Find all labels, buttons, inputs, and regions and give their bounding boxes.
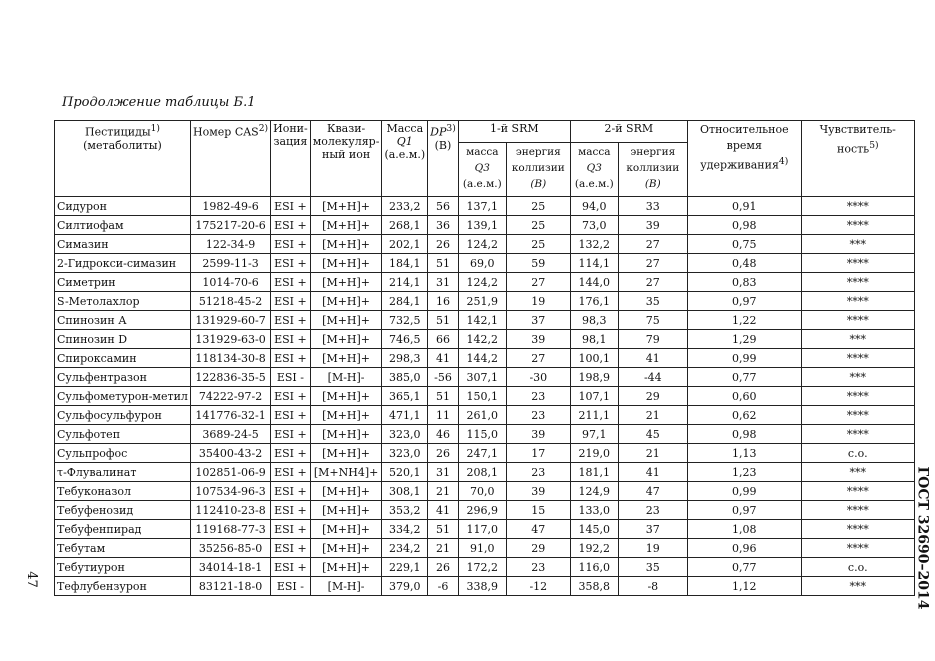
table-cell: 308,1 bbox=[382, 482, 428, 501]
table-cell: **** bbox=[801, 387, 914, 406]
table-row bbox=[55, 292, 915, 311]
table-cell: 0,97 bbox=[687, 292, 801, 311]
table-cell: [M+H]+ bbox=[310, 406, 382, 425]
table-cell: ESI + bbox=[271, 273, 311, 292]
table-cell: [M+H]+ bbox=[310, 501, 382, 520]
table-cell: **** bbox=[801, 254, 914, 273]
table-cell: [M+H]+ bbox=[310, 235, 382, 254]
table-cell: *** bbox=[801, 368, 914, 387]
table-cell: *** bbox=[801, 577, 914, 596]
table-cell: **** bbox=[801, 539, 914, 558]
table-cell: ESI + bbox=[271, 558, 311, 577]
table-cell: 334,2 bbox=[382, 520, 428, 539]
table-cell: **** bbox=[801, 292, 914, 311]
table-cell: [M+H]+ bbox=[310, 558, 382, 577]
table-row bbox=[55, 254, 915, 273]
table-cell: 122-34-9 bbox=[191, 235, 271, 254]
table-cell: ESI + bbox=[271, 254, 311, 273]
table-cell: 145,0 bbox=[570, 520, 618, 539]
table-cell: Тефлубензурон bbox=[55, 577, 191, 596]
table-cell: 385,0 bbox=[382, 368, 428, 387]
table-cell: 0,97 bbox=[687, 501, 801, 520]
table-cell: [M+H]+ bbox=[310, 197, 382, 216]
table-cell: 21 bbox=[618, 444, 687, 463]
table-row bbox=[55, 216, 915, 235]
table-cell: -8 bbox=[618, 577, 687, 596]
gost-standard-label: ГОСТ 32690–2014 bbox=[914, 466, 931, 610]
table-cell: 33 bbox=[618, 197, 687, 216]
table-cell: [M-H]- bbox=[310, 577, 382, 596]
table-cell: 214,1 bbox=[382, 273, 428, 292]
table-cell: 23 bbox=[506, 406, 570, 425]
table-row bbox=[55, 444, 915, 463]
table-cell: 83121-18-0 bbox=[191, 577, 271, 596]
table-cell: 74222-97-2 bbox=[191, 387, 271, 406]
table-cell: Тебуконазол bbox=[55, 482, 191, 501]
table-cell: ESI + bbox=[271, 501, 311, 520]
table-row bbox=[55, 501, 915, 520]
table-cell: 0,62 bbox=[687, 406, 801, 425]
table-cell: 1,08 bbox=[687, 520, 801, 539]
table-cell: 1014-70-6 bbox=[191, 273, 271, 292]
header-srm1-energy: энергия коллизии (В) bbox=[506, 143, 570, 197]
table-cell: 91,0 bbox=[458, 539, 506, 558]
table-cell: 36 bbox=[428, 216, 459, 235]
table-cell: *** bbox=[801, 330, 914, 349]
table-cell: 39 bbox=[506, 425, 570, 444]
table-cell: 25 bbox=[506, 216, 570, 235]
table-caption: Продолжение таблицы Б.1 bbox=[62, 95, 256, 110]
header-relative-retention: Относительное время удерживания$^{4)}$ bbox=[687, 121, 801, 197]
table-cell: 98,3 bbox=[570, 311, 618, 330]
table-cell: 139,1 bbox=[458, 216, 506, 235]
table-cell: *** bbox=[801, 463, 914, 482]
page-number: 47 bbox=[23, 571, 39, 588]
table-cell: Сидурон bbox=[55, 197, 191, 216]
table-cell: 26 bbox=[428, 235, 459, 254]
table-cell: [M+H]+ bbox=[310, 216, 382, 235]
table-cell: 19 bbox=[618, 539, 687, 558]
header-srm2-energy: энергия коллизии (В) bbox=[618, 143, 687, 197]
table-cell: **** bbox=[801, 311, 914, 330]
table-cell: **** bbox=[801, 406, 914, 425]
table-cell: 46 bbox=[428, 425, 459, 444]
table-row bbox=[55, 577, 915, 596]
table-cell: ESI + bbox=[271, 292, 311, 311]
table-cell: 16 bbox=[428, 292, 459, 311]
table-cell: 208,1 bbox=[458, 463, 506, 482]
table-cell: 1,13 bbox=[687, 444, 801, 463]
table-cell: Сульфотеп bbox=[55, 425, 191, 444]
table-cell: 0,98 bbox=[687, 425, 801, 444]
table-cell: с.о. bbox=[801, 444, 914, 463]
table-cell: 202,1 bbox=[382, 235, 428, 254]
table-cell: ESI + bbox=[271, 482, 311, 501]
table-cell: 0,99 bbox=[687, 349, 801, 368]
table-cell: 41 bbox=[428, 349, 459, 368]
table-cell: 746,5 bbox=[382, 330, 428, 349]
table-cell: 39 bbox=[618, 216, 687, 235]
table-cell: 41 bbox=[618, 349, 687, 368]
table-cell: с.о. bbox=[801, 558, 914, 577]
table-cell: 23 bbox=[506, 463, 570, 482]
table-cell: 233,2 bbox=[382, 197, 428, 216]
table-row bbox=[55, 330, 915, 349]
table-cell: ESI + bbox=[271, 349, 311, 368]
table-cell: ESI + bbox=[271, 235, 311, 254]
table-cell: Тебутиурон bbox=[55, 558, 191, 577]
table-row bbox=[55, 425, 915, 444]
table-cell: 73,0 bbox=[570, 216, 618, 235]
table-cell: 23 bbox=[506, 558, 570, 577]
table-cell: 268,1 bbox=[382, 216, 428, 235]
table-row bbox=[55, 273, 915, 292]
table-cell: 1,29 bbox=[687, 330, 801, 349]
table-cell: 115,0 bbox=[458, 425, 506, 444]
table-cell: 114,1 bbox=[570, 254, 618, 273]
table-cell: **** bbox=[801, 216, 914, 235]
table-cell: 296,9 bbox=[458, 501, 506, 520]
table-cell: 23 bbox=[618, 501, 687, 520]
table-cell: 2-Гидрокси-симазин bbox=[55, 254, 191, 273]
table-cell: 79 bbox=[618, 330, 687, 349]
table-cell: **** bbox=[801, 197, 914, 216]
table-cell: [M+H]+ bbox=[310, 425, 382, 444]
table-cell: 29 bbox=[506, 539, 570, 558]
table-cell: 47 bbox=[506, 520, 570, 539]
table-cell: 298,3 bbox=[382, 349, 428, 368]
table-cell: 15 bbox=[506, 501, 570, 520]
table-cell: 41 bbox=[428, 501, 459, 520]
table-cell: Тебуфенозид bbox=[55, 501, 191, 520]
table-cell: 23 bbox=[506, 387, 570, 406]
header-cas: Номер CAS$^{2)}$ bbox=[191, 121, 271, 197]
table-cell: 31 bbox=[428, 273, 459, 292]
table-cell: ESI - bbox=[271, 577, 311, 596]
table-cell: 251,9 bbox=[458, 292, 506, 311]
header-ionization: Иони- зация bbox=[271, 121, 311, 197]
table-cell: 100,1 bbox=[570, 349, 618, 368]
table-cell: Силтиофам bbox=[55, 216, 191, 235]
header-sensitivity: Чувствитель- ность$^{5)}$ bbox=[801, 121, 914, 197]
table-cell: 0,75 bbox=[687, 235, 801, 254]
table-cell: 0,77 bbox=[687, 368, 801, 387]
table-cell: ESI + bbox=[271, 387, 311, 406]
table-cell: 142,1 bbox=[458, 311, 506, 330]
table-cell: ESI + bbox=[271, 425, 311, 444]
table-cell: 21 bbox=[428, 482, 459, 501]
table-cell: 261,0 bbox=[458, 406, 506, 425]
table-cell: 1,12 bbox=[687, 577, 801, 596]
table-cell: 3689-24-5 bbox=[191, 425, 271, 444]
table-cell: 307,1 bbox=[458, 368, 506, 387]
table-cell: 51218-45-2 bbox=[191, 292, 271, 311]
table-cell: 47 bbox=[618, 482, 687, 501]
table-cell: 0,60 bbox=[687, 387, 801, 406]
table-row bbox=[55, 558, 915, 577]
table-cell: 520,1 bbox=[382, 463, 428, 482]
table-cell: 247,1 bbox=[458, 444, 506, 463]
header-srm1-mass: масса Q3 (а.е.м.) bbox=[458, 143, 506, 197]
table-cell: -6 bbox=[428, 577, 459, 596]
header-srm2: 2-й SRM bbox=[570, 121, 687, 143]
table-row bbox=[55, 406, 915, 425]
table-cell: 732,5 bbox=[382, 311, 428, 330]
table-cell: Спироксамин bbox=[55, 349, 191, 368]
table-cell: S-Метолахлор bbox=[55, 292, 191, 311]
table-cell: 137,1 bbox=[458, 197, 506, 216]
table-cell: 284,1 bbox=[382, 292, 428, 311]
table-cell: 0,98 bbox=[687, 216, 801, 235]
table-cell: 26 bbox=[428, 444, 459, 463]
table-cell: 37 bbox=[618, 520, 687, 539]
table-cell: [M+H]+ bbox=[310, 273, 382, 292]
table-cell: *** bbox=[801, 235, 914, 254]
table-cell: 172,2 bbox=[458, 558, 506, 577]
table-cell: -30 bbox=[506, 368, 570, 387]
table-cell: 70,0 bbox=[458, 482, 506, 501]
table-cell: ESI - bbox=[271, 368, 311, 387]
table-cell: 116,0 bbox=[570, 558, 618, 577]
table-cell: 51 bbox=[428, 254, 459, 273]
table-cell: ESI + bbox=[271, 406, 311, 425]
table-cell: ESI + bbox=[271, 539, 311, 558]
table-cell: 124,2 bbox=[458, 273, 506, 292]
table-cell: **** bbox=[801, 349, 914, 368]
table-cell: 142,2 bbox=[458, 330, 506, 349]
table-cell: 338,9 bbox=[458, 577, 506, 596]
table-cell: 34014-18-1 bbox=[191, 558, 271, 577]
table-cell: Симазин bbox=[55, 235, 191, 254]
table-cell: Сульпрофос bbox=[55, 444, 191, 463]
table-cell: 471,1 bbox=[382, 406, 428, 425]
table-cell: 107,1 bbox=[570, 387, 618, 406]
table-cell: [M+H]+ bbox=[310, 330, 382, 349]
header-dp: DP$^{3)}$ (В) bbox=[428, 121, 459, 197]
table-cell: [M+H]+ bbox=[310, 444, 382, 463]
table-cell: 26 bbox=[428, 558, 459, 577]
table-cell: 124,2 bbox=[458, 235, 506, 254]
table-row bbox=[55, 387, 915, 406]
table-cell: [M-H]- bbox=[310, 368, 382, 387]
header-quasi-ion: Квази- молекуляр- ный ион bbox=[310, 121, 382, 197]
table-cell: 51 bbox=[428, 311, 459, 330]
table-cell: **** bbox=[801, 273, 914, 292]
table-cell: 31 bbox=[428, 463, 459, 482]
table-cell: 365,1 bbox=[382, 387, 428, 406]
table-cell: Сульфентразон bbox=[55, 368, 191, 387]
table-cell: 11 bbox=[428, 406, 459, 425]
table-cell: 98,1 bbox=[570, 330, 618, 349]
header-srm1: 1-й SRM bbox=[458, 121, 570, 143]
table-cell: 27 bbox=[506, 273, 570, 292]
table-cell: Тебуфенпирад bbox=[55, 520, 191, 539]
table-cell: **** bbox=[801, 501, 914, 520]
table-cell: 35 bbox=[618, 292, 687, 311]
table-row bbox=[55, 463, 915, 482]
table-cell: 175217-20-6 bbox=[191, 216, 271, 235]
table-cell: 45 bbox=[618, 425, 687, 444]
header-srm2-mass: масса Q3 (а.е.м.) bbox=[570, 143, 618, 197]
table-cell: 56 bbox=[428, 197, 459, 216]
table-cell: 27 bbox=[618, 273, 687, 292]
table-cell: Спинозин D bbox=[55, 330, 191, 349]
table-cell: 122836-35-5 bbox=[191, 368, 271, 387]
table-cell: -12 bbox=[506, 577, 570, 596]
table-cell: ESI + bbox=[271, 197, 311, 216]
table-row bbox=[55, 520, 915, 539]
table-cell: 141776-32-1 bbox=[191, 406, 271, 425]
table-cell: 124,9 bbox=[570, 482, 618, 501]
table-cell: 37 bbox=[506, 311, 570, 330]
table-cell: Симетрин bbox=[55, 273, 191, 292]
table-row bbox=[55, 368, 915, 387]
table-cell: 21 bbox=[618, 406, 687, 425]
table-cell: 119168-77-3 bbox=[191, 520, 271, 539]
table-cell: 35400-43-2 bbox=[191, 444, 271, 463]
table-cell: 112410-23-8 bbox=[191, 501, 271, 520]
table-cell: [M+H]+ bbox=[310, 349, 382, 368]
table-cell: 0,48 bbox=[687, 254, 801, 273]
table-cell: [M+H]+ bbox=[310, 311, 382, 330]
table-cell: 234,2 bbox=[382, 539, 428, 558]
table-cell: 1,22 bbox=[687, 311, 801, 330]
header-mass-q1: Масса Q1 (а.е.м.) bbox=[382, 121, 428, 197]
table-cell: 0,77 bbox=[687, 558, 801, 577]
table-cell: 51 bbox=[428, 387, 459, 406]
table-cell: 51 bbox=[428, 520, 459, 539]
table-cell: 1,23 bbox=[687, 463, 801, 482]
table-cell: 97,1 bbox=[570, 425, 618, 444]
table-cell: 150,1 bbox=[458, 387, 506, 406]
table-cell: 27 bbox=[618, 235, 687, 254]
table-cell: ESI + bbox=[271, 330, 311, 349]
table-cell: **** bbox=[801, 520, 914, 539]
table-cell: 184,1 bbox=[382, 254, 428, 273]
pesticide-table bbox=[54, 120, 915, 596]
table-cell: 41 bbox=[618, 463, 687, 482]
table-cell: 358,8 bbox=[570, 577, 618, 596]
table-cell: 353,2 bbox=[382, 501, 428, 520]
table-cell: 75 bbox=[618, 311, 687, 330]
table-cell: 133,0 bbox=[570, 501, 618, 520]
table-row bbox=[55, 482, 915, 501]
table-cell: 0,83 bbox=[687, 273, 801, 292]
table-cell: [M+H]+ bbox=[310, 254, 382, 273]
table-cell: 117,0 bbox=[458, 520, 506, 539]
table-body bbox=[55, 197, 915, 596]
table-cell: 19 bbox=[506, 292, 570, 311]
table-cell: ESI + bbox=[271, 216, 311, 235]
table-cell: 131929-60-7 bbox=[191, 311, 271, 330]
table-row bbox=[55, 197, 915, 216]
table-cell: ESI + bbox=[271, 444, 311, 463]
table-cell: [M+H]+ bbox=[310, 387, 382, 406]
table-row bbox=[55, 539, 915, 558]
table-cell: Тебутам bbox=[55, 539, 191, 558]
table-cell: [M+H]+ bbox=[310, 292, 382, 311]
table-cell: Сульфосульфурон bbox=[55, 406, 191, 425]
table-cell: ESI + bbox=[271, 463, 311, 482]
table-cell: 198,9 bbox=[570, 368, 618, 387]
table-cell: Сульфометурон-метил bbox=[55, 387, 191, 406]
table-cell: 132,2 bbox=[570, 235, 618, 254]
table-cell: ESI + bbox=[271, 311, 311, 330]
table-cell: 0,96 bbox=[687, 539, 801, 558]
table-cell: -44 bbox=[618, 368, 687, 387]
table-cell: 66 bbox=[428, 330, 459, 349]
table-cell: [M+H]+ bbox=[310, 520, 382, 539]
table-cell: 35 bbox=[618, 558, 687, 577]
table-cell: 21 bbox=[428, 539, 459, 558]
table-cell: 118134-30-8 bbox=[191, 349, 271, 368]
table-cell: 323,0 bbox=[382, 425, 428, 444]
table-cell: 27 bbox=[506, 349, 570, 368]
table-cell: 192,2 bbox=[570, 539, 618, 558]
table-cell: 176,1 bbox=[570, 292, 618, 311]
table-cell: **** bbox=[801, 425, 914, 444]
table-cell: 35256-85-0 bbox=[191, 539, 271, 558]
table-cell: Спинозин А bbox=[55, 311, 191, 330]
table-cell: 39 bbox=[506, 330, 570, 349]
table-cell: 219,0 bbox=[570, 444, 618, 463]
table-cell: 323,0 bbox=[382, 444, 428, 463]
table-cell: 1982-49-6 bbox=[191, 197, 271, 216]
table-cell: 17 bbox=[506, 444, 570, 463]
table-cell: ESI + bbox=[271, 520, 311, 539]
table-cell: 69,0 bbox=[458, 254, 506, 273]
table-cell: 229,1 bbox=[382, 558, 428, 577]
table-cell: 59 bbox=[506, 254, 570, 273]
table-cell: 131929-63-0 bbox=[191, 330, 271, 349]
table-cell: τ-Флувалинат bbox=[55, 463, 191, 482]
table-cell: 39 bbox=[506, 482, 570, 501]
table-cell: -56 bbox=[428, 368, 459, 387]
table-cell: 27 bbox=[618, 254, 687, 273]
table-cell: 211,1 bbox=[570, 406, 618, 425]
table-cell: 2599-11-3 bbox=[191, 254, 271, 273]
table-cell: 94,0 bbox=[570, 197, 618, 216]
table-row bbox=[55, 235, 915, 254]
table-cell: **** bbox=[801, 482, 914, 501]
table-cell: [M+H]+ bbox=[310, 482, 382, 501]
table-cell: 0,99 bbox=[687, 482, 801, 501]
table-cell: 379,0 bbox=[382, 577, 428, 596]
table-cell: 181,1 bbox=[570, 463, 618, 482]
table-cell: 144,2 bbox=[458, 349, 506, 368]
table-row bbox=[55, 349, 915, 368]
table-row bbox=[55, 311, 915, 330]
table-cell: [M+NH4]+ bbox=[310, 463, 382, 482]
table-cell: 29 bbox=[618, 387, 687, 406]
table-cell: 144,0 bbox=[570, 273, 618, 292]
table-cell: 25 bbox=[506, 235, 570, 254]
header-pesticides: Пестициды$^{1)}$ (метаболиты) bbox=[55, 121, 191, 197]
table-cell: 107534-96-3 bbox=[191, 482, 271, 501]
table-cell: 0,91 bbox=[687, 197, 801, 216]
table-cell: 102851-06-9 bbox=[191, 463, 271, 482]
table-cell: [M+H]+ bbox=[310, 539, 382, 558]
table-cell: 25 bbox=[506, 197, 570, 216]
